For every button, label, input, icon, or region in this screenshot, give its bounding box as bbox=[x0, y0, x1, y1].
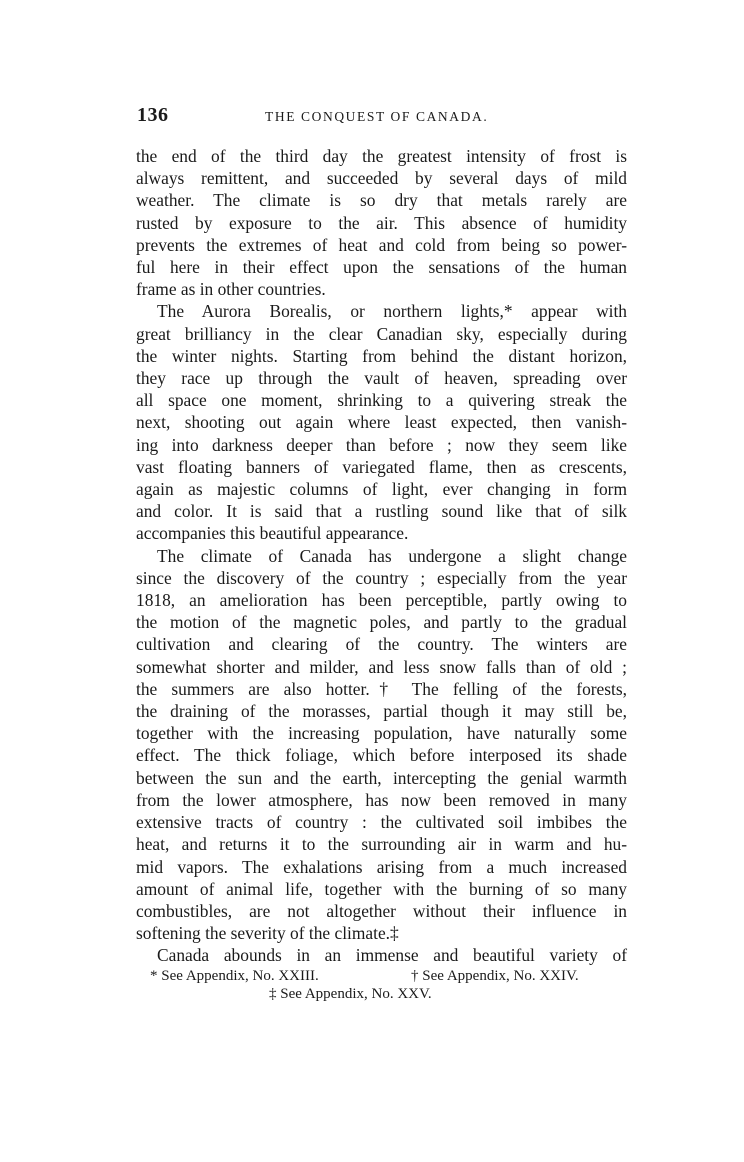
text-line: the end of the third day the greatest intensity of frost is bbox=[136, 146, 627, 166]
text-line: prevents the extremes of heat and cold from being so power- bbox=[136, 234, 627, 255]
footnote-xxiii: * See Appendix, No. XXIII. bbox=[150, 968, 319, 984]
footnote-xxiv: † See Appendix, No. XXIV. bbox=[411, 968, 579, 984]
page-number: 136 bbox=[137, 104, 169, 126]
text-line: they race up through the vault of heaven, spreading over bbox=[136, 368, 627, 389]
text-line: the winter nights. Starting from behind the distant horizon, bbox=[136, 345, 627, 366]
footnote-row bbox=[150, 985, 620, 1003]
text-line: The climate of Canada has undergone a slight change bbox=[157, 545, 627, 566]
paragraph-4 bbox=[136, 944, 627, 966]
footnote-row bbox=[150, 967, 620, 985]
body-text bbox=[136, 145, 627, 967]
text-line: extensive tracts of country : the cultivated soil imbibes the bbox=[136, 812, 627, 833]
text-line: between the sun and the earth, intercepting the genial warmth bbox=[136, 767, 627, 788]
page-header bbox=[137, 104, 627, 134]
text-line: vast floating banners of variegated flame, then as crescents, bbox=[136, 456, 627, 477]
paragraph-3 bbox=[136, 545, 627, 945]
text-line: somewhat shorter and milder, and less snow falls than of old ; bbox=[136, 656, 627, 677]
text-line: and color. It is said that a rustling sound like that of silk bbox=[136, 501, 627, 522]
text-line: again as majestic columns of light, ever changing in form bbox=[136, 479, 627, 500]
text-line: Canada abounds in an immense and beautiful variety of bbox=[157, 945, 627, 966]
footnote-xxv: ‡ See Appendix, No. XXV. bbox=[269, 986, 432, 1002]
text-line: together with the increasing population, have naturally some bbox=[136, 723, 627, 744]
text-line: from the lower atmosphere, has now been removed in many bbox=[136, 789, 627, 810]
text-line: weather. The climate is so dry that metals rarely are bbox=[136, 190, 627, 211]
text-line: heat, and returns it to the surrounding air in warm and hu- bbox=[136, 834, 627, 855]
text-line: amount of animal life, together with the burning of so many bbox=[136, 878, 627, 899]
text-line: the motion of the magnetic poles, and partly to the gradual bbox=[136, 612, 627, 633]
text-line: the draining of the morasses, partial though it may still be, bbox=[136, 701, 627, 722]
text-line: since the discovery of the country ; especially from the year bbox=[136, 567, 627, 588]
text-line: next, shooting out again where least expected, then vanish- bbox=[136, 412, 627, 433]
running-title: THE CONQUEST OF CANADA. bbox=[265, 109, 489, 124]
text-line: The Aurora Borealis, or northern lights,* appear with bbox=[157, 301, 627, 322]
text-line: 1818, an amelioration has been perceptible, partly owing to bbox=[136, 590, 627, 611]
text-line: effect. The thick foliage, which before interposed its shade bbox=[136, 745, 627, 766]
text-line: rusted by exposure to the air. This absence of humidity bbox=[136, 212, 627, 233]
text-line: softening the severity of the climate.‡ bbox=[136, 923, 399, 944]
footnotes bbox=[150, 967, 620, 1003]
text-line: ing into darkness deeper than before ; now they seem like bbox=[136, 434, 627, 455]
text-line: always remittent, and succeeded by several days of mild bbox=[136, 168, 627, 189]
text-line: all space one moment, shrinking to a quivering streak the bbox=[136, 390, 627, 411]
paragraph-2 bbox=[136, 300, 627, 544]
text-line: cultivation and clearing of the country. The winters are bbox=[136, 634, 627, 655]
text-line: combustibles, are not altogether without their influence in bbox=[136, 900, 627, 921]
text-line: frame as in other countries. bbox=[136, 279, 326, 300]
text-line: the summers are also hotter.† The felling of the forests, bbox=[136, 678, 627, 699]
text-line: great brilliancy in the clear Canadian sky, especially during bbox=[136, 323, 627, 344]
text-line: mid vapors. The exhalations arising from a much increased bbox=[136, 856, 627, 877]
text-line: ful here in their effect upon the sensations of the human bbox=[136, 257, 627, 278]
paragraph-1 bbox=[136, 145, 627, 300]
text-line: accompanies this beautiful appearance. bbox=[136, 523, 409, 544]
